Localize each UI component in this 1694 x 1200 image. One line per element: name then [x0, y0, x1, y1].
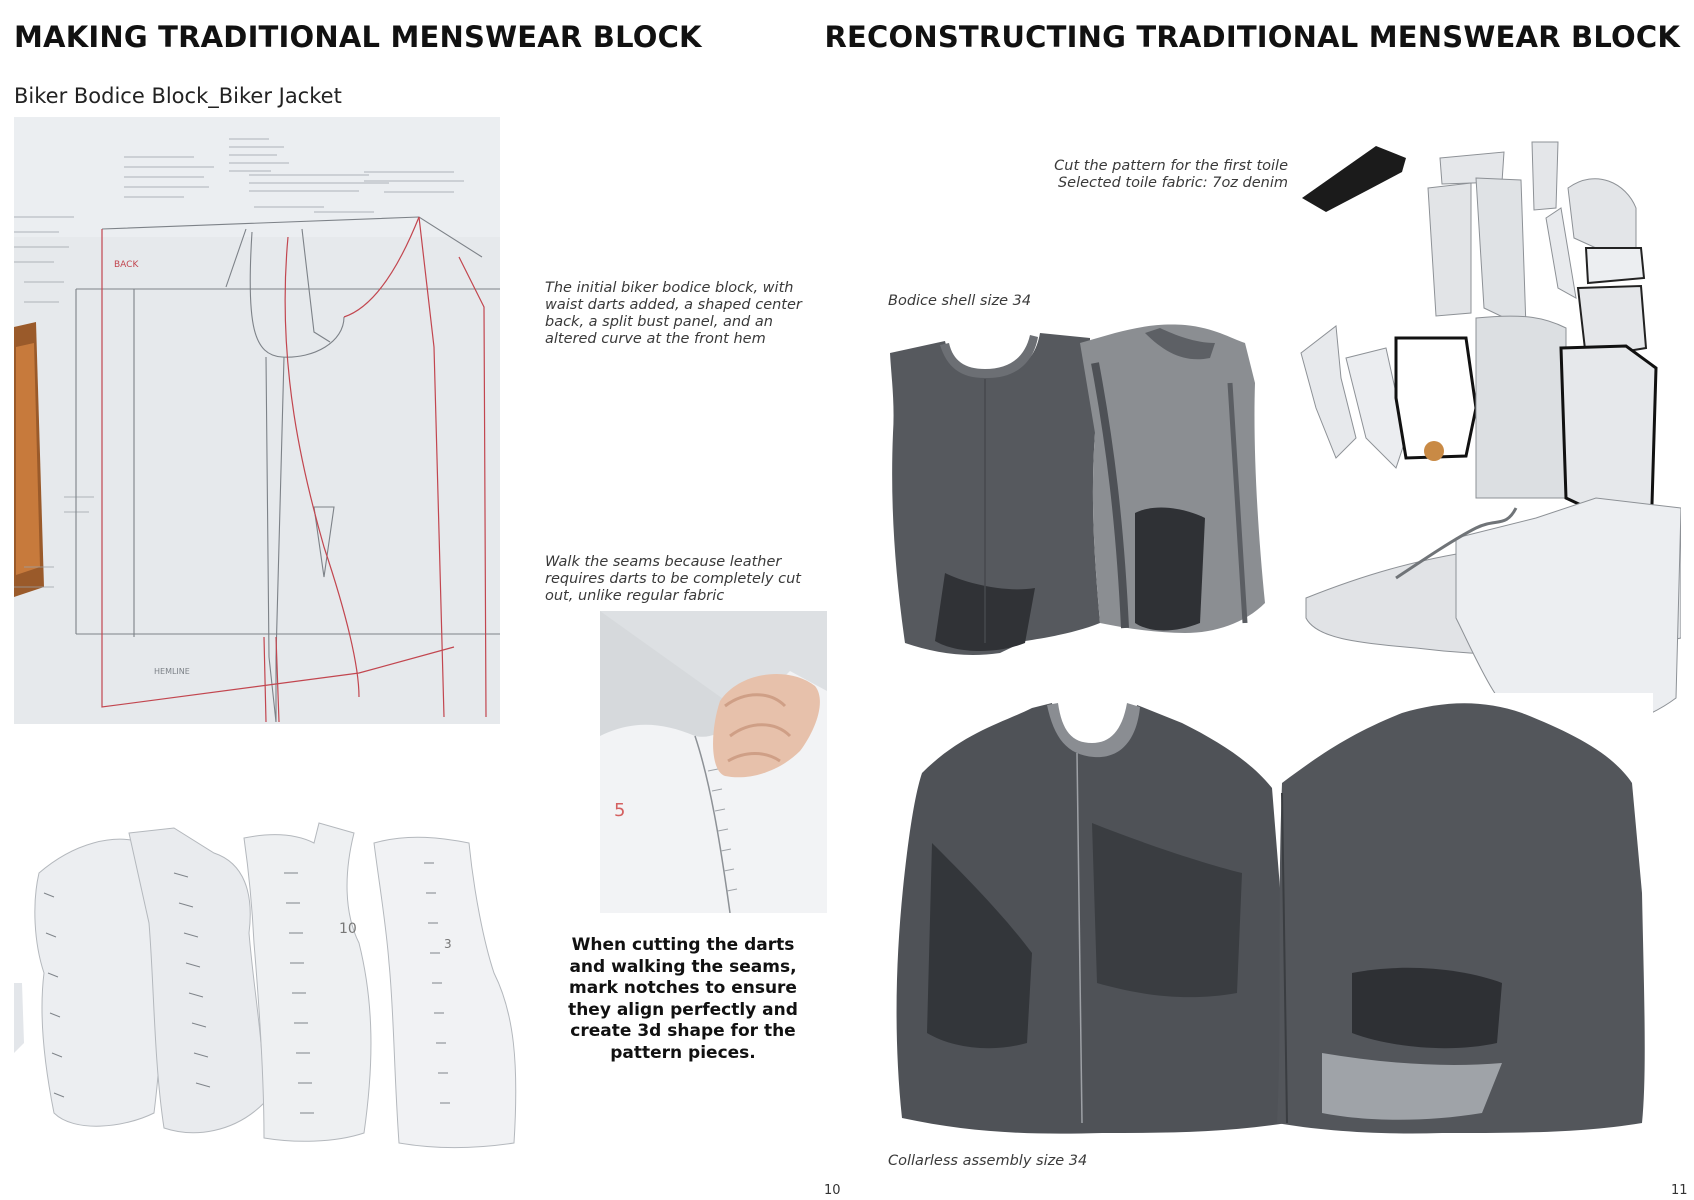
caption-initial-block: The initial biker bodice block, with waist darts added, a shaped center back, a split bust panel, and an altered curve at the front hem	[545, 280, 802, 347]
cut-toile-pattern-photo	[1296, 138, 1681, 740]
piece-number-3: 3	[444, 937, 452, 951]
bodice-block-draft-photo	[14, 117, 500, 724]
walking-seams-photo	[600, 611, 827, 913]
caption-bodice-shell: Bodice shell size 34	[888, 293, 1032, 309]
piece-number-5: 5	[614, 800, 626, 821]
collarless-assembly-photo	[882, 693, 1653, 1139]
right-page-number: 11	[1671, 1183, 1688, 1198]
caption-cut-pattern	[1054, 158, 1288, 192]
left-page-subtitle: Biker Bodice Block_Biker Jacket	[14, 84, 342, 108]
caption-collarless-assembly: Collarless assembly size 34	[888, 1153, 1088, 1169]
block-label-back: BACK	[114, 260, 139, 270]
caption-walk-seams: Walk the seams because leather requires darts to be completely cut out, unlike regular fabric	[545, 554, 801, 604]
right-page-title: RECONSTRUCTING TRADITIONAL MENSWEAR BLOCK	[824, 20, 1680, 54]
notched-pattern-pieces-photo	[14, 813, 532, 1150]
caption-cut-pattern-line-2: Selected toile fabric: 7oz denim	[1057, 175, 1288, 191]
notches-note: When cutting the darts and walking the seams, mark notches to ensure they align perfectly and create 3d shape for the pattern pieces.	[568, 935, 798, 1063]
block-label-hemline: HEMLINE	[154, 667, 190, 676]
bodice-shell-photo	[885, 323, 1283, 667]
left-page-number: 10	[824, 1183, 841, 1198]
caption-cut-pattern-line-1: Cut the pattern for the first toile	[1054, 158, 1288, 174]
left-page-title: MAKING TRADITIONAL MENSWEAR BLOCK	[14, 20, 702, 54]
piece-number-10: 10	[339, 921, 357, 937]
